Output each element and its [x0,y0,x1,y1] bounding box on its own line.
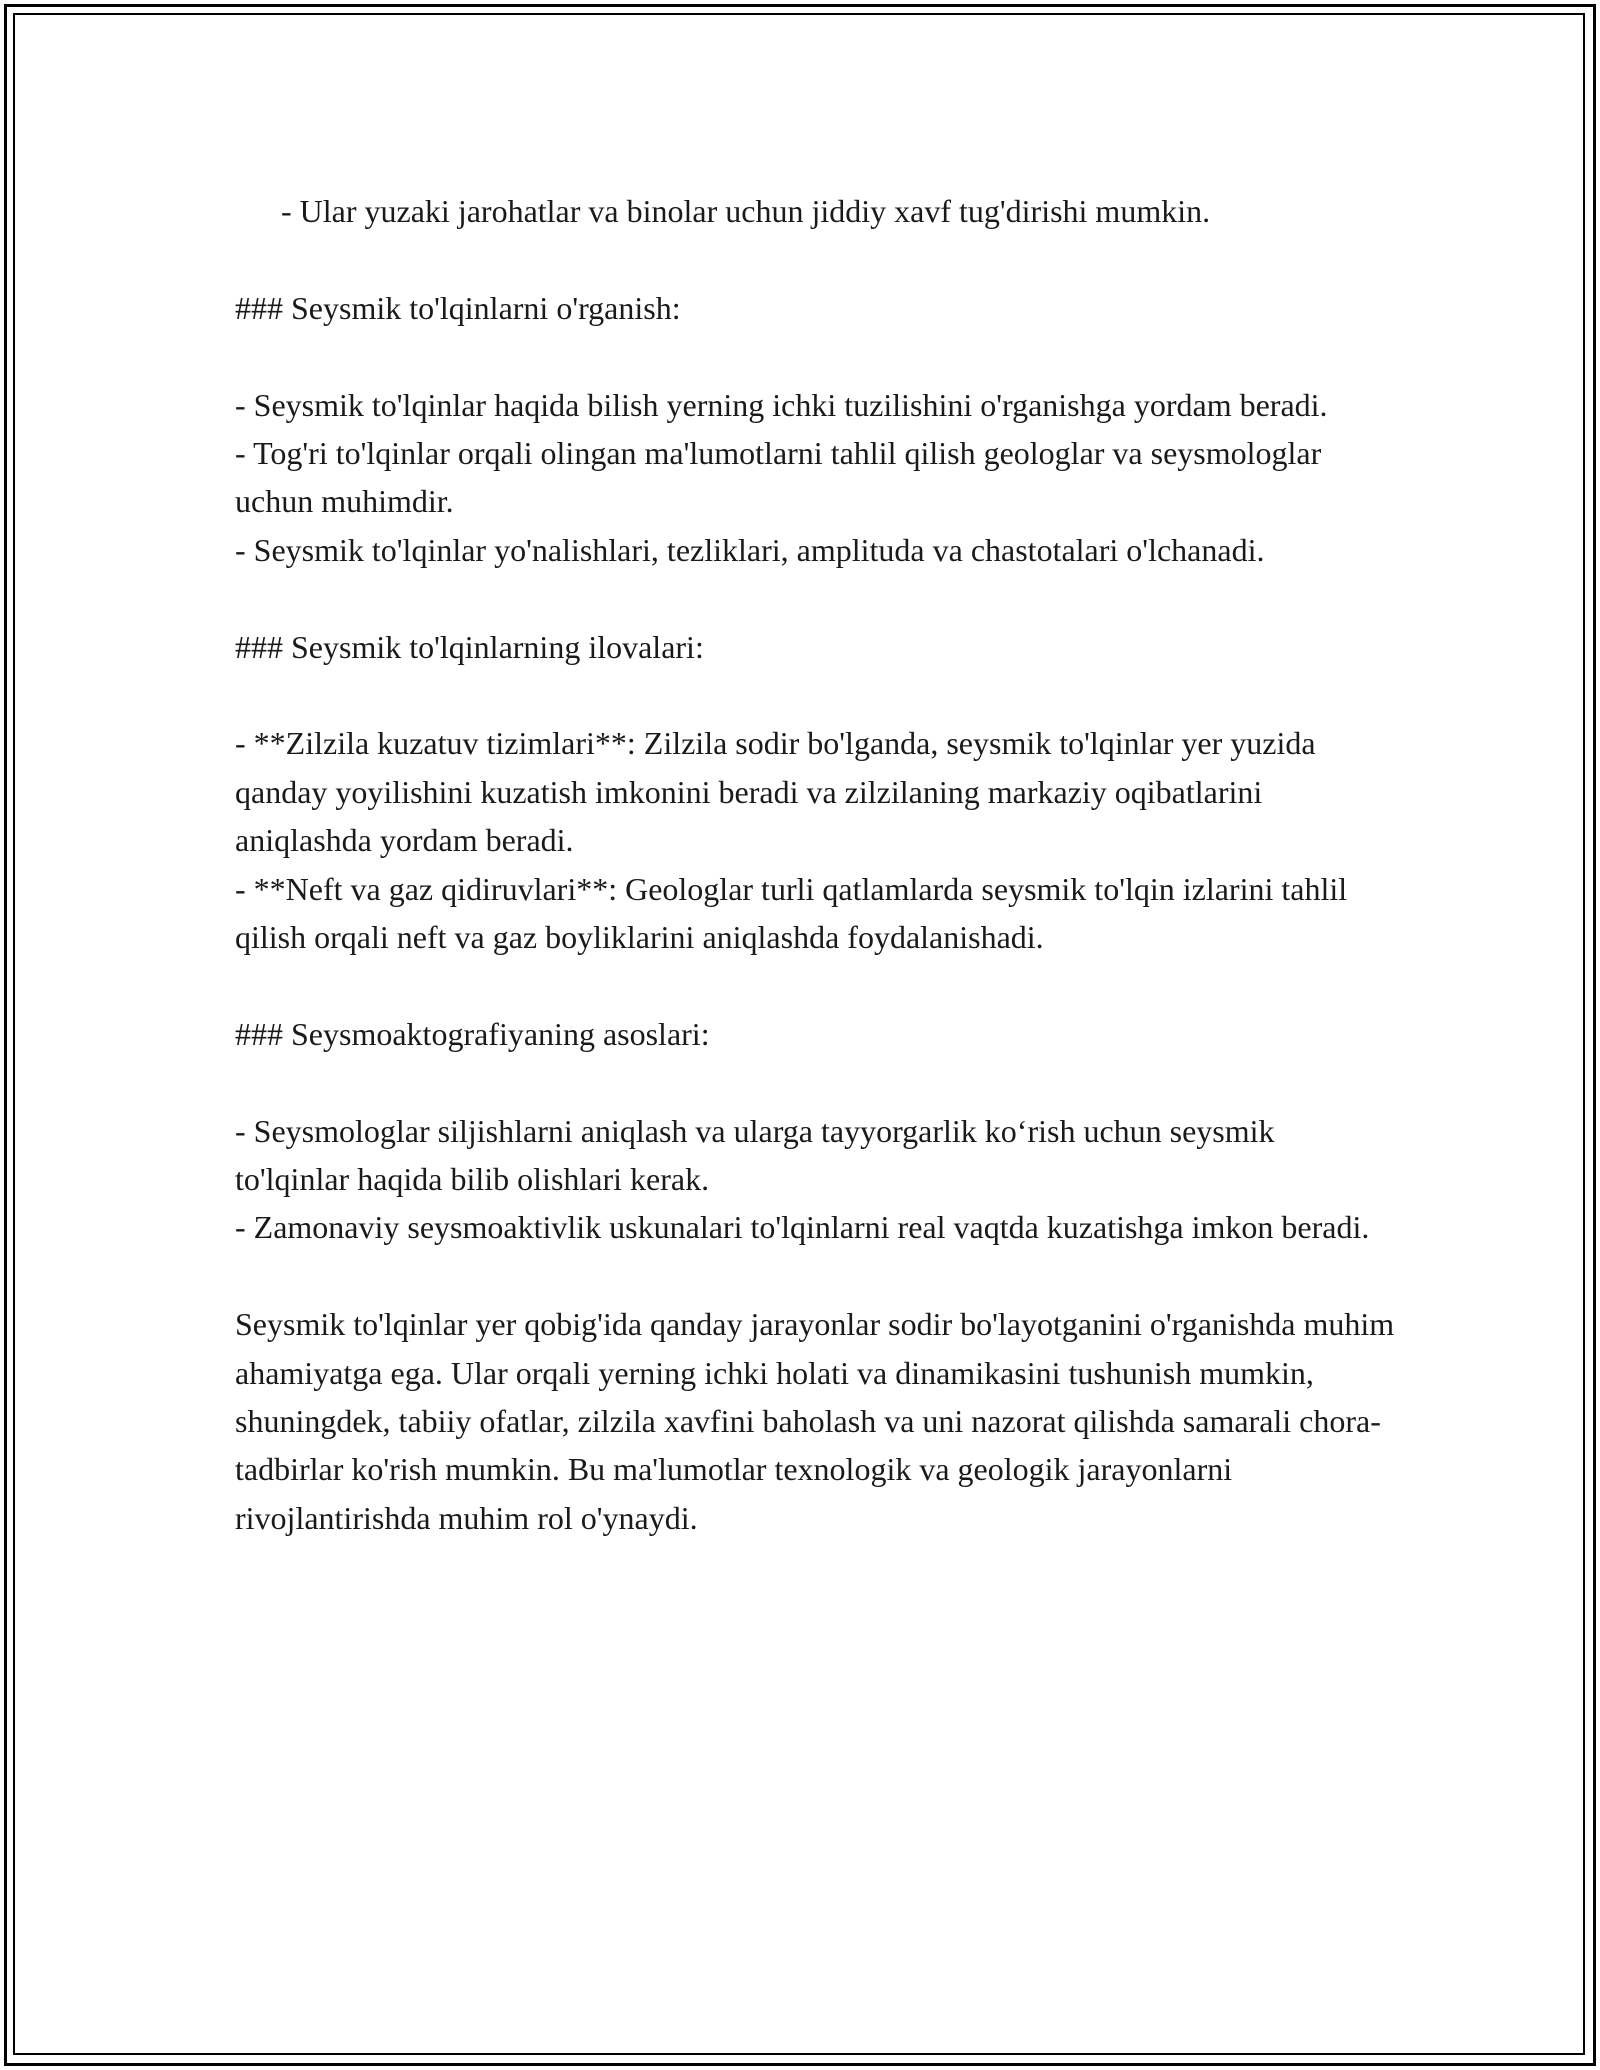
paragraph-gap [235,671,1395,719]
paragraph-gap [235,235,1395,283]
paragraph-gap [235,1252,1395,1300]
section-heading-basics: ### Seysmoaktografiyaning asoslari: [235,1015,710,1052]
section-heading-study: ### Seysmik to'lqinlarni o'rganish: [235,289,681,326]
list-item: - Seysmik to'lqinlar haqida bilish yerning ichki tuzilishini o'rganishga yordam beradi. [235,386,1328,423]
paragraph-gap [235,1058,1395,1106]
list-item: - Seysmologlar siljishlarni aniqlash va ularga tayyorgarlik ko‘rish uchun seysmik to'lqinlar haqida bilib olishlari kerak. [235,1112,1275,1198]
document-body [235,187,1395,1542]
list-item: - Seysmik to'lqinlar yo'nalishlari, tezliklari, amplituda va chastotalari o'lchanadi. [235,531,1265,568]
section-heading-applications: ### Seysmik to'lqinlarning ilovalari: [235,628,704,665]
list-item: - Zamonaviy seysmoaktivlik uskunalari to'lqinlarni real vaqtda kuzatishga imkon beradi. [235,1209,1370,1246]
intro-line: - Ular yuzaki jarohatlar va binolar uchun jiddiy xavf tug'dirishi mumkin. [281,193,1211,229]
paragraph-gap [235,574,1395,622]
paragraph-gap [235,332,1395,380]
list-item: - **Zilzila kuzatuv tizimlari**: Zilzila sodir bo'lganda, seysmik to'lqinlar yer yuzida qanday yoyilishini kuzatish imkonini beradi va zilzilaning markaziy oqibatlarini aniqlashda yordam beradi. [235,725,1316,859]
list-item: - Tog'ri to'lqinlar orqali olingan ma'lumotlarni tahlil qilish geologlar va seysmologlar uchun muhimdir. [235,435,1322,520]
conclusion-paragraph: Seysmik to'lqinlar yer qobig'ida qanday jarayonlar sodir bo'layotganini o'rganishda muhim ahamiyatga ega. Ular orqali yerning ichki holati va dinamikasini tushunish mumkin, shuningdek, tabiiy ofatlar, zilzila xavfini baholash va uni nazorat qilishda samarali chora-tadbirlar ko'rish mumkin. Bu ma'lumotlar texnologik va geologik jarayonlarni rivojlantirishda muhim rol o'ynaydi. [235,1306,1395,1536]
paragraph-gap [235,961,1395,1009]
list-item: - **Neft va gaz qidiruvlari**: Geologlar turli qatlamlarda seysmik to'lqin izlarini tahlil qilish orqali neft va gaz boyliklarini aniqlashda foydalanishadi. [235,870,1348,956]
